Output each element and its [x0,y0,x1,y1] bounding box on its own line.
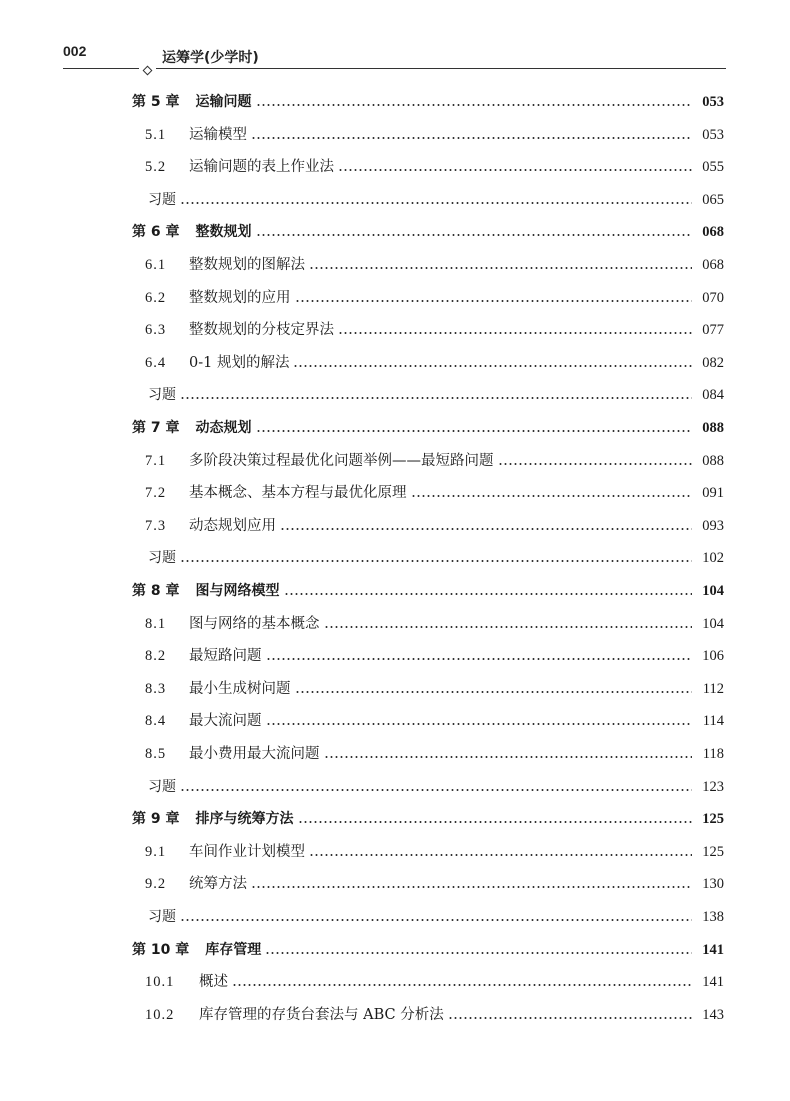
toc-entry-title: 动态规划 [195,420,252,436]
toc-chapter-row [132,88,724,116]
toc-exercise-row [148,186,724,214]
dot-leader [180,789,692,791]
toc-entry-title: 运输问题的表上作业法 [189,159,334,176]
dot-leader [256,104,693,106]
toc-page-number: 141 [702,974,724,991]
dot-leader [411,495,693,497]
toc-page-number: 093 [702,517,724,534]
toc-exercise-row [148,903,724,931]
toc-entry-title: 最小生成树问题 [189,680,291,697]
toc-entry-title: 最大流问题 [189,713,262,730]
toc-page-number: 143 [702,1006,724,1023]
toc-entry-number: 6.2 [145,289,167,306]
toc-page-number: 141 [702,941,724,958]
toc-label [132,577,280,605]
dot-leader [265,952,692,954]
toc-label [132,805,294,833]
toc-entry-number: 10.2 [145,1006,175,1023]
toc-section-row [145,707,724,735]
toc-chapter-row [132,936,724,964]
dot-leader [180,397,692,399]
toc-entry-title: 整数规划的图解法 [189,257,305,273]
toc-label [145,316,334,344]
toc-page-number: 082 [702,354,724,371]
toc-section-row [145,349,724,377]
toc-entry-number: 5.1 [145,126,167,143]
diamond-ornament-icon [143,66,153,76]
dot-leader [448,1017,692,1019]
toc-entry-number: 第 9 章 [132,811,180,828]
dot-leader [309,854,692,856]
toc-section-row [145,968,724,996]
toc-entry-number: 6.3 [145,322,167,339]
toc-label [148,903,176,931]
toc-page-number: 088 [702,420,724,436]
dot-leader [338,332,692,334]
toc-section-row [145,251,724,279]
toc-label [145,121,247,149]
toc-page-number: 102 [702,550,724,567]
toc-entry-number: 第 6 章 [132,224,180,241]
toc-label [132,88,252,116]
toc-entry-number: 7.3 [145,517,167,534]
toc-entry-title: 习题 [148,191,176,208]
toc-entry-title: 习题 [148,387,176,404]
dot-leader [266,723,693,725]
toc-page-number: 070 [702,289,724,306]
toc-entry-number: 8.1 [145,615,167,632]
toc-label [145,349,289,377]
dot-leader [298,821,693,823]
toc-page-number: 123 [702,778,724,795]
toc-entry-title: 排序与统筹方法 [195,811,294,828]
toc-entry-title: 图与网络的基本概念 [189,615,320,632]
dot-leader [256,234,693,236]
dot-leader [295,300,693,302]
toc-entry-title: 整数规划 [195,224,252,241]
toc-entry-title: 习题 [148,778,176,795]
toc-section-row [145,153,724,181]
toc-section-row [145,121,724,149]
toc-entry-title: 运输模型 [189,126,247,143]
dot-leader [293,365,692,367]
toc-page-number: 114 [702,713,724,730]
toc-entry-title: 动态规划应用 [189,517,276,534]
toc-label [145,284,291,312]
dot-leader [498,463,693,465]
toc-entry-title: 概述 [199,974,228,991]
toc-entry-number: 5.2 [145,159,167,176]
toc-entry-title: 习题 [148,550,176,567]
toc-entry-title: 最小费用最大流问题 [189,746,320,762]
toc-entry-title: 车间作业计划模型 [189,843,305,860]
toc-label [145,447,494,475]
toc-page-number: 118 [702,746,724,762]
dot-leader [324,756,693,758]
dot-leader [180,919,692,921]
toc-entry-title: 基本概念、基本方程与最优化原理 [189,485,407,502]
dot-leader [232,984,692,986]
dot-leader [280,528,692,530]
toc-label [148,544,176,572]
toc-chapter-row [132,805,724,833]
toc-entry-number: 第 5 章 [132,94,180,110]
toc-section-row [145,479,724,507]
toc-entry-number: 9.1 [145,843,167,860]
toc-section-row [145,838,724,866]
toc-label [145,251,305,279]
toc-chapter-row [132,577,724,605]
toc-chapter-row [132,414,724,442]
toc-page-number: 130 [702,876,724,893]
toc-label [145,838,305,866]
toc-chapter-row [132,218,724,246]
book-title: 运筹学(少学时) [162,50,259,66]
toc-entry-title: 库存管理的存货台套法与 ABC 分析法 [199,1006,444,1023]
toc-section-row [145,447,724,475]
toc-entry-title: 习题 [148,909,176,925]
dot-leader [324,626,693,628]
toc-label [145,740,320,768]
dot-leader [295,691,693,693]
toc-entry-title: 多阶段决策过程最优化问题举例——最短路问题 [189,452,494,469]
toc-section-row [145,740,724,768]
toc-page-number: 125 [702,843,724,860]
toc-entry-number: 10.1 [145,974,175,991]
toc-label [132,218,252,246]
header-rule-right [156,68,726,69]
toc-page-number: 104 [702,615,724,632]
toc-entry-number: 第 8 章 [132,583,180,599]
page-header [0,0,790,80]
toc-label [145,479,407,507]
toc-page-number: 138 [702,909,724,925]
toc-entry-number: 第 7 章 [132,420,180,436]
toc-page-number: 112 [702,680,724,697]
toc-entry-number: 9.2 [145,876,167,893]
toc-page-number: 104 [702,583,724,599]
toc-section-row [145,870,724,898]
toc-page-number: 106 [702,648,724,665]
toc-entry-title: 0-1 规划的解法 [189,354,290,371]
header-rule-left [63,68,139,69]
toc-page-number: 125 [702,811,724,828]
toc-entry-title: 统筹方法 [189,876,247,893]
toc-entry-number: 6.1 [145,257,167,273]
toc-label [145,707,262,735]
toc-section-row [145,316,724,344]
toc-section-row [145,1001,724,1029]
toc-entry-title: 运输问题 [195,94,252,110]
toc-label [145,870,247,898]
toc-page-number: 055 [702,159,724,176]
toc-page-number: 065 [702,191,724,208]
toc-label [145,968,228,996]
toc-page-number: 068 [702,257,724,273]
toc-entry-number: 7.2 [145,485,167,502]
toc-page-number: 053 [702,126,724,143]
toc-entry-title: 整数规划的分枝定界法 [189,322,334,339]
toc-entry-number: 第 10 章 [132,941,190,958]
toc-page-number: 077 [702,322,724,339]
dot-leader [180,202,692,204]
dot-leader [266,658,693,660]
toc-page-number: 068 [702,224,724,241]
toc-label [145,675,291,703]
dot-leader [284,593,693,595]
toc-exercise-row [148,544,724,572]
toc-section-row [145,675,724,703]
toc-section-row [145,642,724,670]
toc-section-row [145,284,724,312]
toc-page-number: 053 [702,94,724,110]
toc-label [145,642,262,670]
toc-entry-number: 8.2 [145,648,167,665]
dot-leader [180,560,692,562]
toc-label [145,1001,444,1029]
dot-leader [338,169,692,171]
toc-page-number: 091 [702,485,724,502]
toc-label [145,512,276,540]
toc-section-row [145,512,724,540]
toc-entry-number: 6.4 [145,354,167,371]
dot-leader [251,137,692,139]
toc-label [132,414,252,442]
toc-exercise-row [148,773,724,801]
toc-entry-title: 最短路问题 [189,648,262,665]
toc-label [148,381,176,409]
toc-entry-number: 8.3 [145,680,167,697]
toc-label [148,773,176,801]
toc-entry-number: 8.5 [145,746,167,762]
dot-leader [309,267,692,269]
toc-entry-number: 8.4 [145,713,167,730]
toc-label [145,153,334,181]
toc-page-number: 084 [702,387,724,404]
page-number: 002 [63,43,87,59]
toc-label [148,186,176,214]
toc-label [145,610,320,638]
toc-section-row [145,610,724,638]
toc-entry-title: 库存管理 [205,941,262,958]
dot-leader [251,886,692,888]
toc-entry-number: 7.1 [145,452,167,469]
toc-entry-title: 整数规划的应用 [189,289,291,306]
toc-page-number: 088 [702,452,724,469]
dot-leader [256,430,693,432]
toc-entry-title: 图与网络模型 [195,583,280,599]
toc-exercise-row [148,381,724,409]
toc-label [132,936,261,964]
